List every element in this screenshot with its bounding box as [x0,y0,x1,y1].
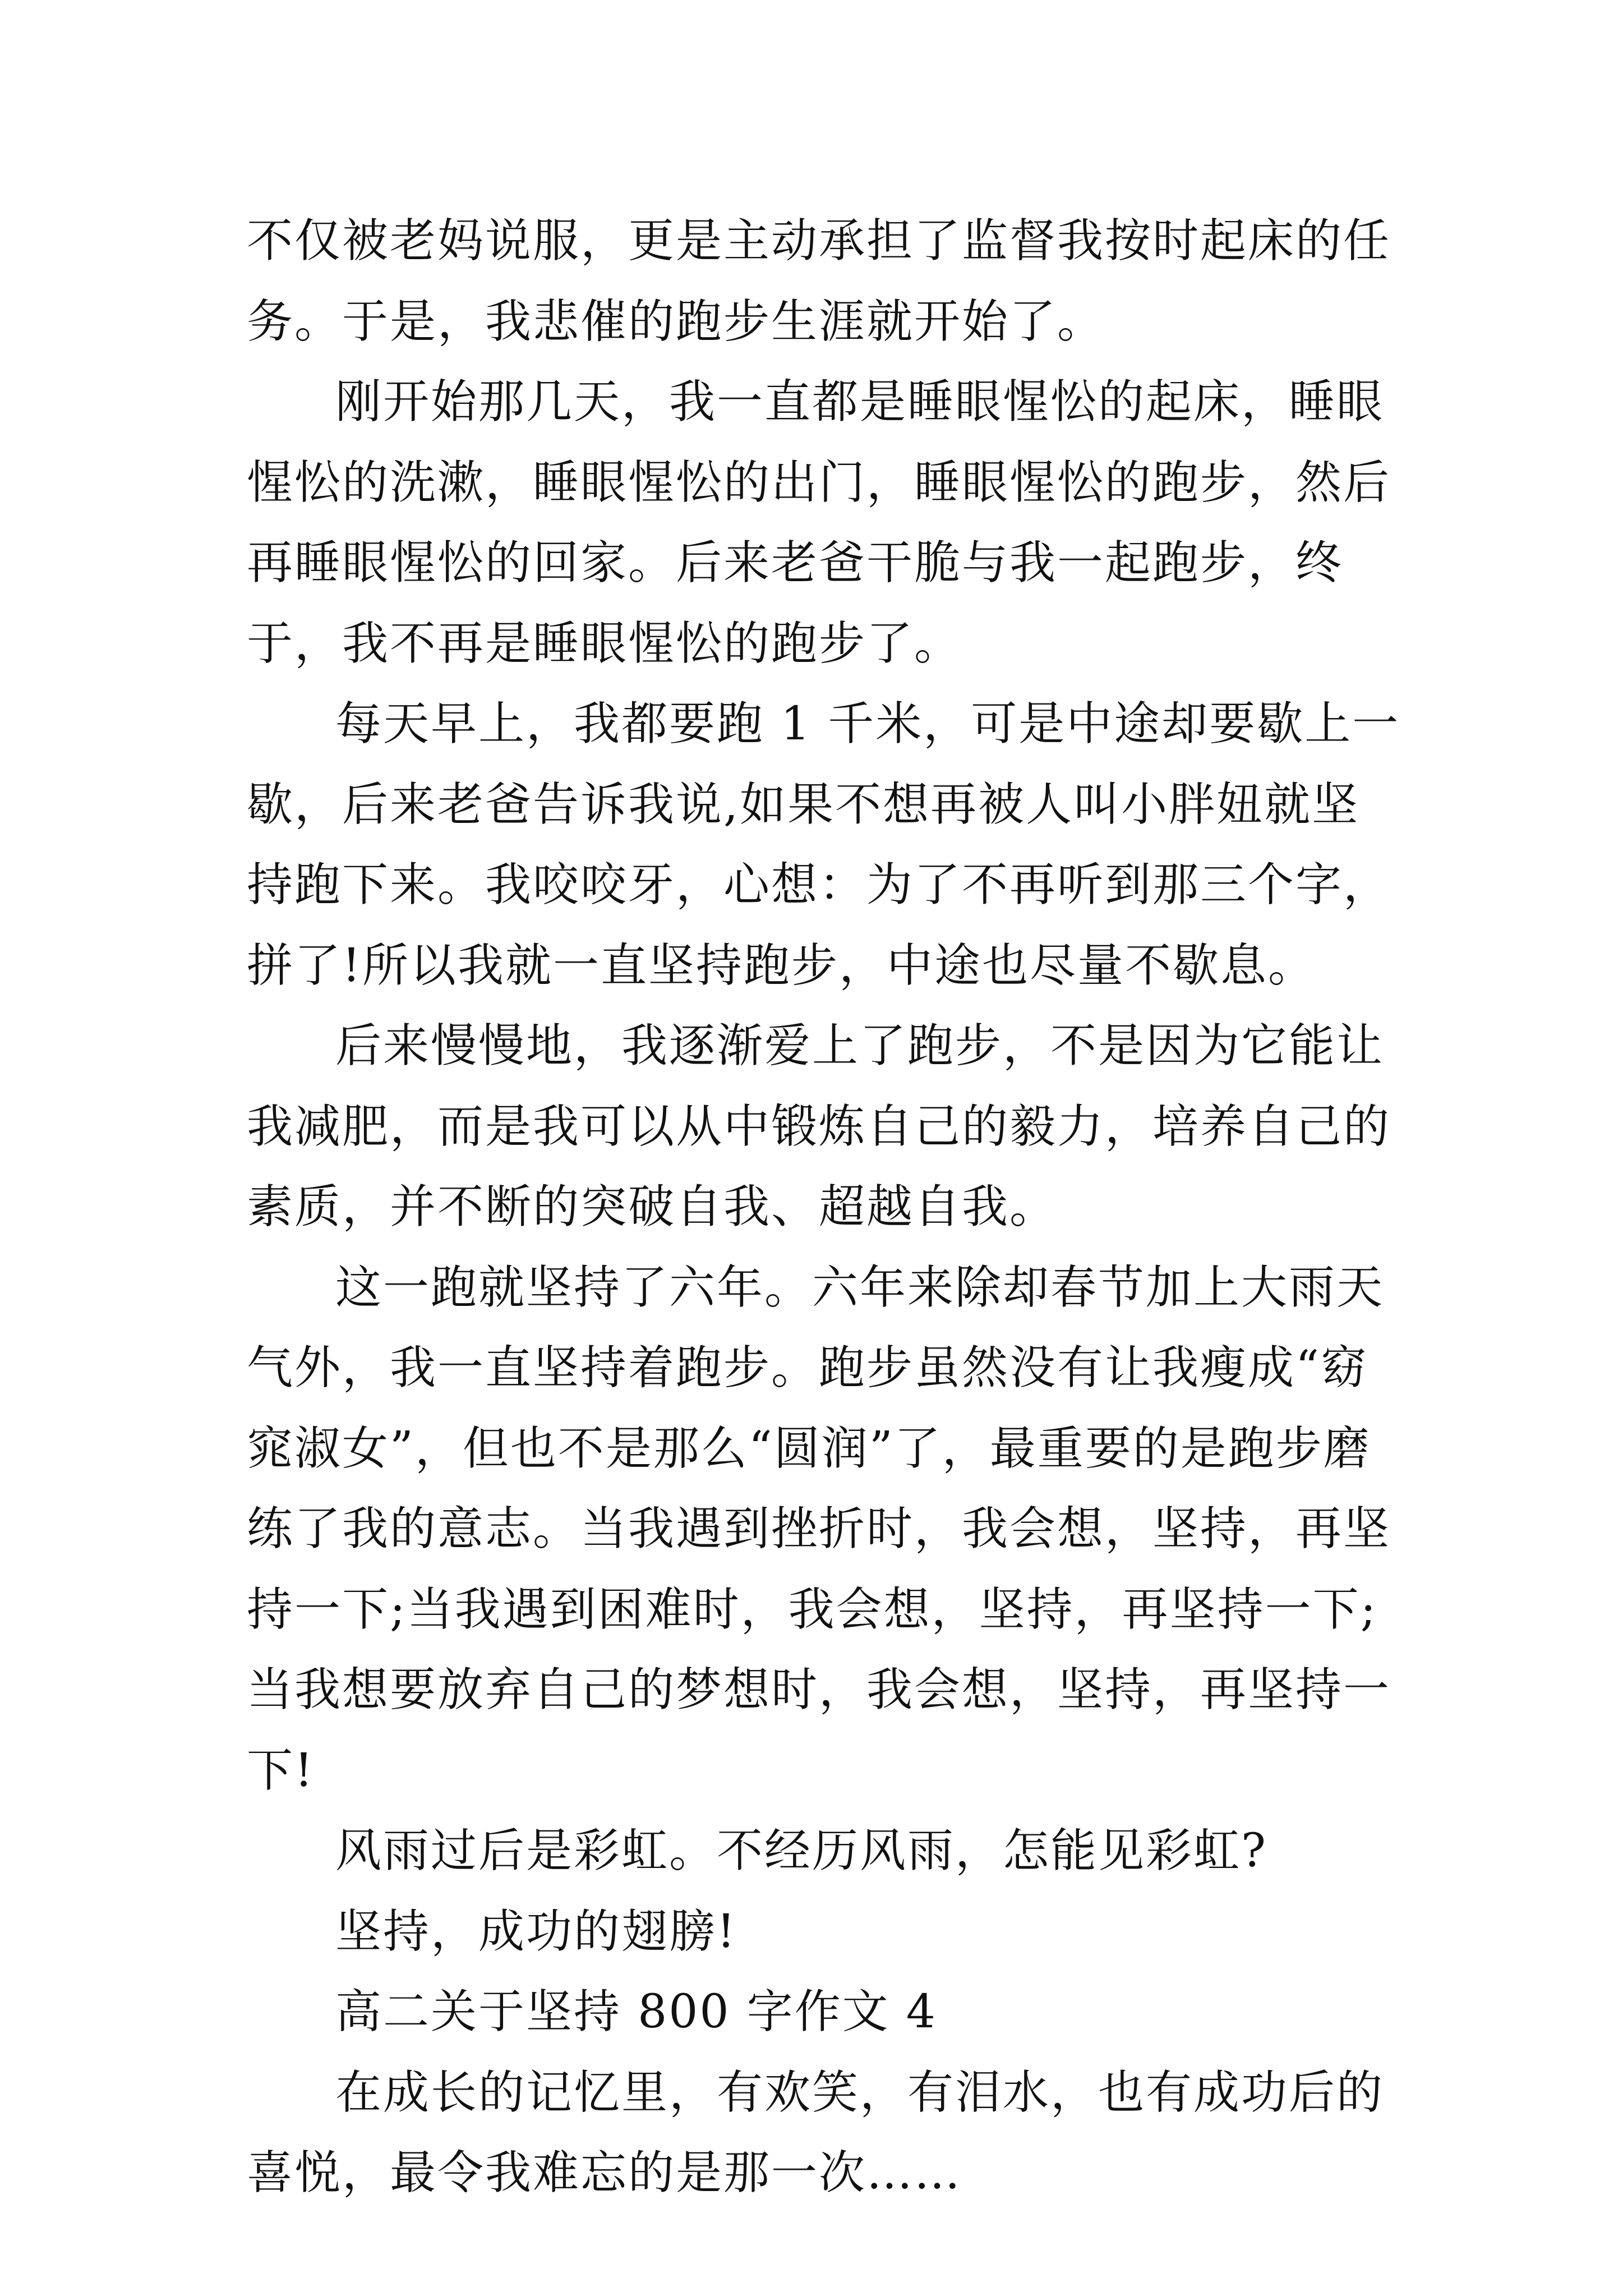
paragraph: 不仅被老妈说服，更是主动承担了监督我按时起床的任务。于是，我悲催的跑步生涯就开始了。 [247,214,1391,348]
paragraph: 坚持，成功的翅膀! [335,1904,737,1958]
paragraph: 后来慢慢地，我逐渐爱上了跑步，不是因为它能让我减肥，而是我可以从中锻炼自己的毅力，培养自己的素质，并不断的突破自我、超越自我。 [247,1019,1391,1234]
paragraph: 这一跑就坚持了六年。六年来除却春节加上大雨天气外，我一直坚持着跑步。跑步虽然没有让我瘦成“窈窕淑女”，但也不是那么“圆润”了，最重要的是跑步磨练了我的意志。当我遇到挫折时，我会想，坚持，再坚持一下;当我遇到困难时，我会想，坚持，再坚持一下;当我想要放弃自己的梦想时，我会想，坚持，再坚持一下! [247,1260,1391,1797]
paragraph: 风雨过后是彩虹。不经历风雨，怎能见彩虹? [335,1824,1267,1878]
section-heading: 高二关于坚持 800 字作文 4 [335,1985,937,2039]
paragraph: 在成长的记忆里，有欢笑，有泪水，也有成功后的喜悦，最令我难忘的是那一次…… [247,2065,1385,2200]
paragraph: 每天早上，我都要跑 1 千米，可是中途却要歇上一歇，后来老爸告诉我说,如果不想再被人叫小胖妞就坚持跑下来。我咬咬牙，心想：为了不再听到那三个字，拼了!所以我就一直坚持跑步，中途也尽量不歇息。 [247,697,1400,992]
essay-body [247,201,1402,2214]
paragraph: 刚开始那几天，我一直都是睡眼惺忪的起床，睡眼惺忪的洗漱，睡眼惺忪的出门，睡眼惺忪的跑步，然后再睡眼惺忪的回家。后来老爸干脆与我一起跑步，终于，我不再是睡眼惺忪的跑步了。 [247,375,1391,670]
